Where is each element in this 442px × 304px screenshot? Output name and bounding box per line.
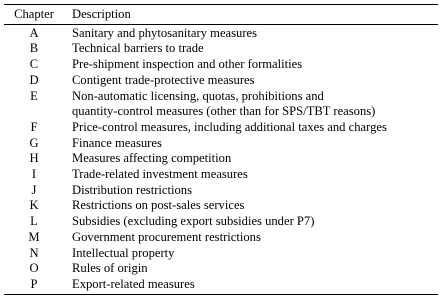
chapter-description bbox=[64, 41, 438, 57]
table-header-row bbox=[4, 5, 438, 24]
chapter-description bbox=[64, 183, 438, 199]
table-row bbox=[4, 120, 438, 136]
chapter-code: E bbox=[30, 88, 38, 103]
chapter-code: I bbox=[31, 167, 37, 182]
chapter-code: C bbox=[29, 57, 39, 72]
table-row bbox=[4, 73, 438, 89]
table-row bbox=[4, 198, 438, 214]
description-line: Non-automatic licensing, quotas, prohibitions and bbox=[72, 88, 324, 103]
chapter-code: M bbox=[28, 229, 40, 244]
table-body bbox=[4, 25, 438, 294]
description-line: Sanitary and phytosanitary measures bbox=[72, 25, 258, 40]
description-line: Export-related measures bbox=[72, 276, 195, 291]
table-row bbox=[4, 230, 438, 246]
description-line: Measures affecting competition bbox=[72, 151, 232, 166]
chapter-code: J bbox=[31, 182, 37, 197]
chapter-code: G bbox=[29, 135, 39, 150]
table-row bbox=[4, 57, 438, 73]
table-bottom-rule bbox=[4, 294, 438, 295]
chapter-description bbox=[64, 230, 438, 246]
description-line: Subsidies (excluding export subsidies under P7) bbox=[72, 214, 315, 229]
chapter-code: H bbox=[29, 151, 39, 166]
description-line: Restrictions on post-sales services bbox=[72, 198, 245, 213]
chapter-code: L bbox=[30, 214, 38, 229]
chapter-code: K bbox=[29, 198, 39, 213]
chapter-description bbox=[64, 167, 438, 183]
chapter-description-body bbox=[4, 25, 438, 294]
description-line: Distribution restrictions bbox=[72, 182, 192, 197]
table-row bbox=[4, 214, 438, 230]
chapter-code: D bbox=[29, 72, 39, 87]
table-row bbox=[4, 41, 438, 57]
description-line: Intellectual property bbox=[72, 245, 175, 260]
chapter-description-table bbox=[4, 5, 438, 24]
description-line: quantity-control measures (other than for SPS/TBT reasons) bbox=[72, 104, 376, 119]
chapter-description bbox=[64, 89, 438, 120]
description-line: Pre-shipment inspection and other formalities bbox=[72, 57, 303, 72]
chapter-description bbox=[64, 261, 438, 277]
chapter-code: B bbox=[29, 41, 39, 56]
chapter-code: F bbox=[30, 119, 38, 134]
description-line: Trade-related investment measures bbox=[72, 167, 248, 182]
chapter-table bbox=[4, 4, 438, 295]
chapter-description bbox=[64, 120, 438, 136]
table-row bbox=[4, 136, 438, 152]
description-line: Finance measures bbox=[72, 135, 162, 150]
table-row bbox=[4, 261, 438, 277]
description-line: Technical barriers to trade bbox=[72, 41, 204, 56]
header-description: Description bbox=[72, 7, 131, 21]
table-row bbox=[4, 167, 438, 183]
chapter-description bbox=[64, 198, 438, 214]
chapter-code: A bbox=[29, 25, 39, 40]
description-line: Government procurement restrictions bbox=[72, 229, 261, 244]
chapter-description bbox=[64, 214, 438, 230]
chapter-description bbox=[64, 136, 438, 152]
table-row bbox=[4, 151, 438, 167]
chapter-description bbox=[64, 25, 438, 42]
chapter-description bbox=[64, 73, 438, 89]
description-line: Price-control measures, including additional taxes and charges bbox=[72, 119, 387, 134]
chapter-description bbox=[64, 246, 438, 262]
table-row bbox=[4, 89, 438, 120]
chapter-code: P bbox=[30, 276, 38, 291]
chapter-description bbox=[64, 57, 438, 73]
chapter-code: O bbox=[29, 261, 39, 276]
table-row bbox=[4, 183, 438, 199]
description-line: Rules of origin bbox=[72, 261, 148, 276]
header-chapter: Chapter bbox=[14, 7, 54, 21]
chapter-description bbox=[64, 151, 438, 167]
chapter-code: N bbox=[29, 245, 39, 260]
chapter-description bbox=[64, 277, 438, 294]
table-row bbox=[4, 277, 438, 294]
description-line: Contigent trade-protective measures bbox=[72, 72, 255, 87]
table-row bbox=[4, 246, 438, 262]
table-row bbox=[4, 25, 438, 42]
